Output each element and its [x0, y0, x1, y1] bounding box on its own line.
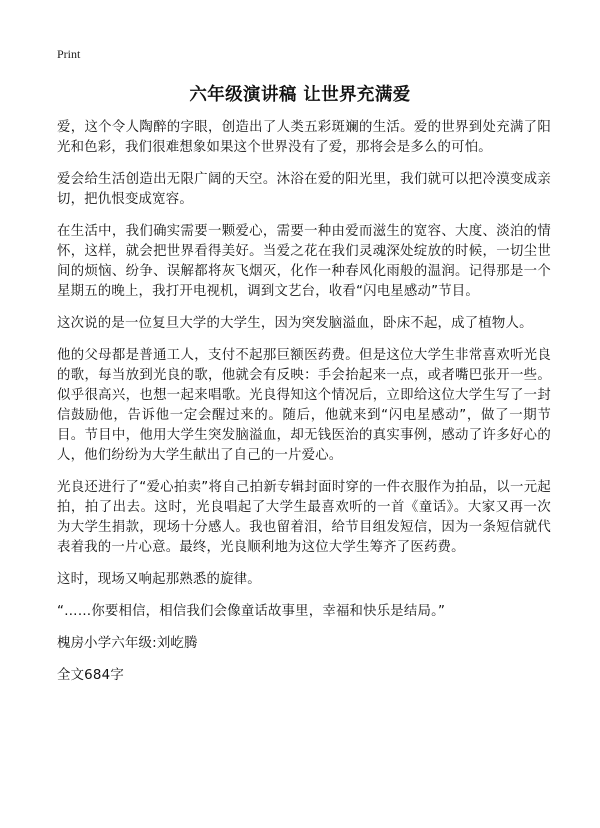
article-paragraph: 他的父母都是普通工人，支付不起那巨额医药费。但是这位大学生非常喜欢听光良的歌，每当放到光良的歌，他就会有反映：手会抬起来一点，或者嘴巴张开一些。似乎很高兴，也想一起来唱歌。光良得知这个情况后，立即给这位大学生写了一封信鼓励他，告诉他一定会醒过来的。随后，他就来到“闪电星感动”，做了一期节目。节目中，他用大学生突发脑溢血，却无钱医治的真实事例，感动了许多好心的人，他们纷纷为大学生献出了自己的一片爱心。	[57, 348, 551, 463]
article-body	[57, 118, 551, 698]
article-paragraph: 爱，这个令人陶醉的字眼，创造出了人类五彩斑斓的生活。爱的世界到处充满了阳光和色彩，我们很难想象如果这个世界没有了爱，那将会是多么的可怕。	[57, 120, 551, 155]
article-paragraph: 爱会给生活创造出无限广阔的天空。沐浴在爱的阳光里，我们就可以把冷漠变成亲切，把仇恨变成宽容。	[57, 172, 551, 207]
article-title: 六年级演讲稿 让世界充满爱	[189, 85, 411, 105]
article-quote: “……你要相信，相信我们会像童话故事里，幸福和快乐是结局。”	[57, 604, 446, 619]
article-word-count: 全文684字	[57, 668, 124, 683]
article-paragraph: 这时，现场又响起那熟悉的旋律。	[57, 572, 261, 587]
article-paragraph: 在生活中，我们确实需要一颗爱心，需要一种由爱而滋生的宽容、大度、淡泊的情怀，这样，就会把世界看得美好。当爱之花在我们灵魂深处绽放的时候，一切尘世间的烦恼、纷争、误解都将灰飞烟灭，化作一种春风化雨般的温润。记得那是一个星期五的晚上，我打开电视机，调到文艺台，收看“闪电星感动”节目。	[57, 224, 551, 299]
article-paragraph: 光良还进行了“爱心拍卖”将自己拍新专辑封面时穿的一件衣服作为拍品，以一元起拍，拍了出去。这时，光良唱起了大学生最喜欢听的一首《童话》。大家又再一次为大学生捐款，现场十分感人。我也留着泪，给节目组发短信，因为一条短信就代表着我的一片心意。最终，光良顺利地为这位大学生筹齐了医药费。	[57, 480, 551, 555]
article-paragraph: 这次说的是一位复旦大学的大学生，因为突发脑溢血，卧床不起，成了植物人。	[57, 316, 533, 331]
article-author: 槐房小学六年级:刘屹腾	[57, 636, 198, 651]
print-link[interactable]: Print	[57, 47, 81, 61]
